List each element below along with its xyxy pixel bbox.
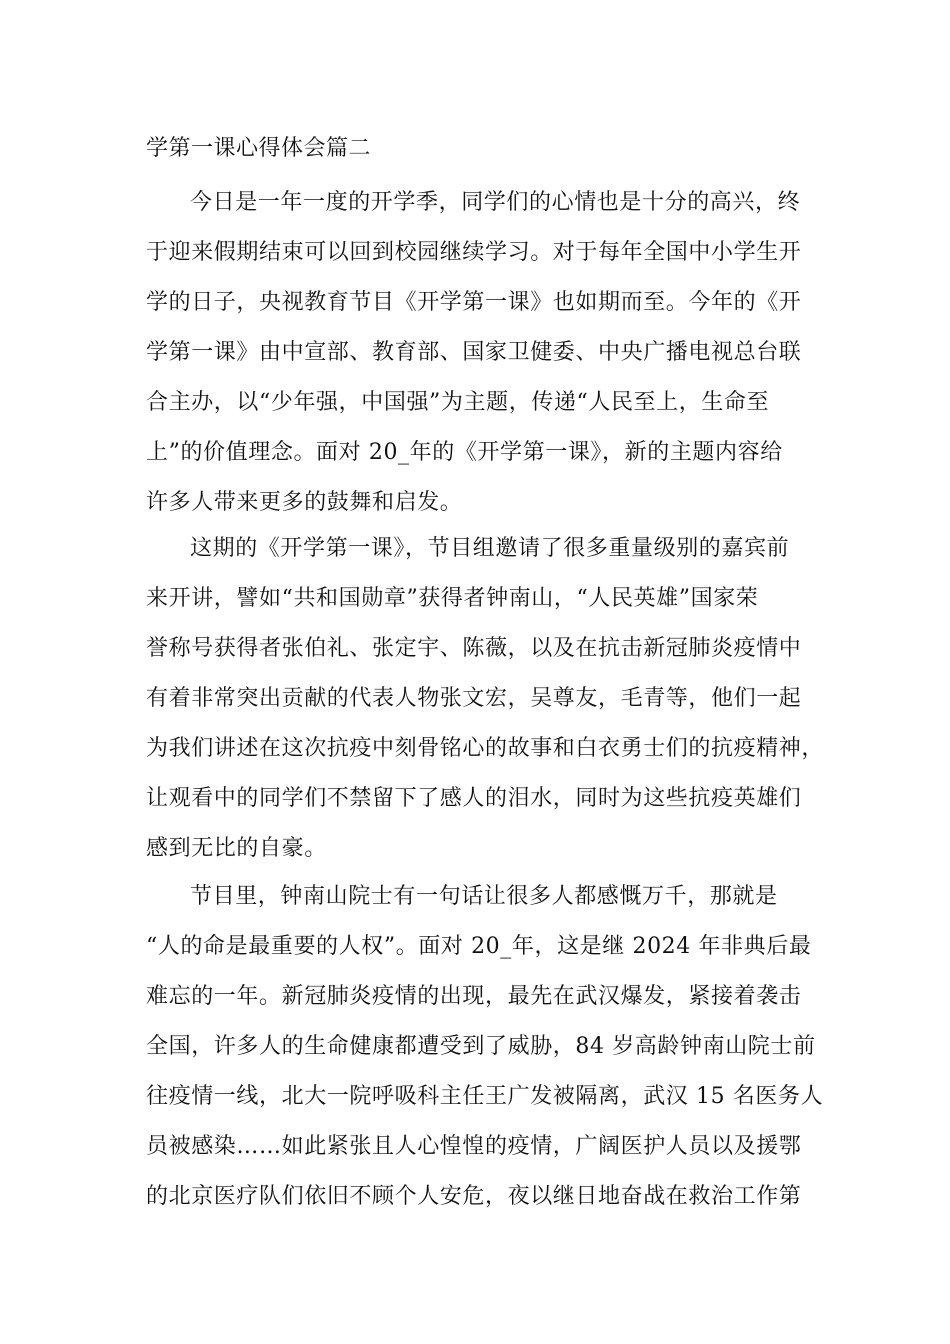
paragraph-1 (146, 178, 806, 528)
text-line: 难忘的一年。新冠肺炎疫情的出现，最先在武汉爆发，紧接着袭击 (146, 984, 802, 1009)
text-line: 这期的《开学第一课》，节目组邀请了很多重量级别的嘉宾前 (190, 536, 790, 561)
text-line: 节目里，钟南山院士有一句话让很多人都感慨万千，那就是 (190, 884, 778, 909)
text-line: 誉称号获得者张伯礼、张定宇、陈薇，以及在抗击新冠肺炎疫情中 (146, 636, 802, 661)
text-line: “人的命是最重要的人权”。面对 20_年，这是继 2024 年非典后最 (146, 934, 812, 959)
text-line: 于迎来假期结束可以回到校园继续学习。对于每年全国中小学生开 (146, 240, 802, 265)
text-line: 许多人带来更多的鼓舞和启发。 (146, 490, 463, 515)
text-line: 的北京医疗队们依旧不顾个人安危，夜以继日地奋战在救治工作第 (146, 1184, 802, 1209)
document-title: 学第一课心得体会篇二 (146, 136, 372, 161)
text-line: 全国，许多人的生命健康都遭受到了威胁，84 岁高龄钟南山院士前 (146, 1034, 816, 1059)
text-line: 往疫情一线，北大一院呼吸科主任王广发被隔离，武汉 15 名医务人 (146, 1084, 824, 1109)
text-line: 今日是一年一度的开学季，同学们的心情也是十分的高兴，终 (190, 190, 801, 215)
text-line: 员被感染……如此紧张且人心惶惶的疫情，广阔医护人员以及援鄂 (146, 1134, 802, 1159)
text-line: 上”的价值理念。面对 20_年的《开学第一课》，新的主题内容给 (146, 440, 783, 465)
text-line: 合主办，以“少年强，中国强”为主题，传递“人民至上，生命至 (146, 390, 770, 415)
text-line: 学第一课》由中宣部、教育部、国家卫健委、中央广播电视总台联 (146, 340, 802, 365)
text-line: 感到无比的自豪。 (146, 836, 327, 861)
paragraph-2 (146, 524, 825, 874)
text-line: 来开讲，譬如“共和国勋章”获得者钟南山，“人民英雄”国家荣 (146, 586, 759, 611)
text-line: 学的日子，央视教育节目《开学第一课》也如期而至。今年的《开 (146, 290, 802, 315)
text-line: 有着非常突出贡献的代表人物张文宏，吴尊友，毛青等，他们一起 (146, 686, 802, 711)
paragraph-3 (146, 872, 824, 1222)
text-line: 为我们讲述在这次抗疫中刻骨铭心的故事和白衣勇士们的抗疫精神， (146, 736, 825, 761)
text-line: 让观看中的同学们不禁留下了感人的泪水，同时为这些抗疫英雄们 (146, 786, 802, 811)
